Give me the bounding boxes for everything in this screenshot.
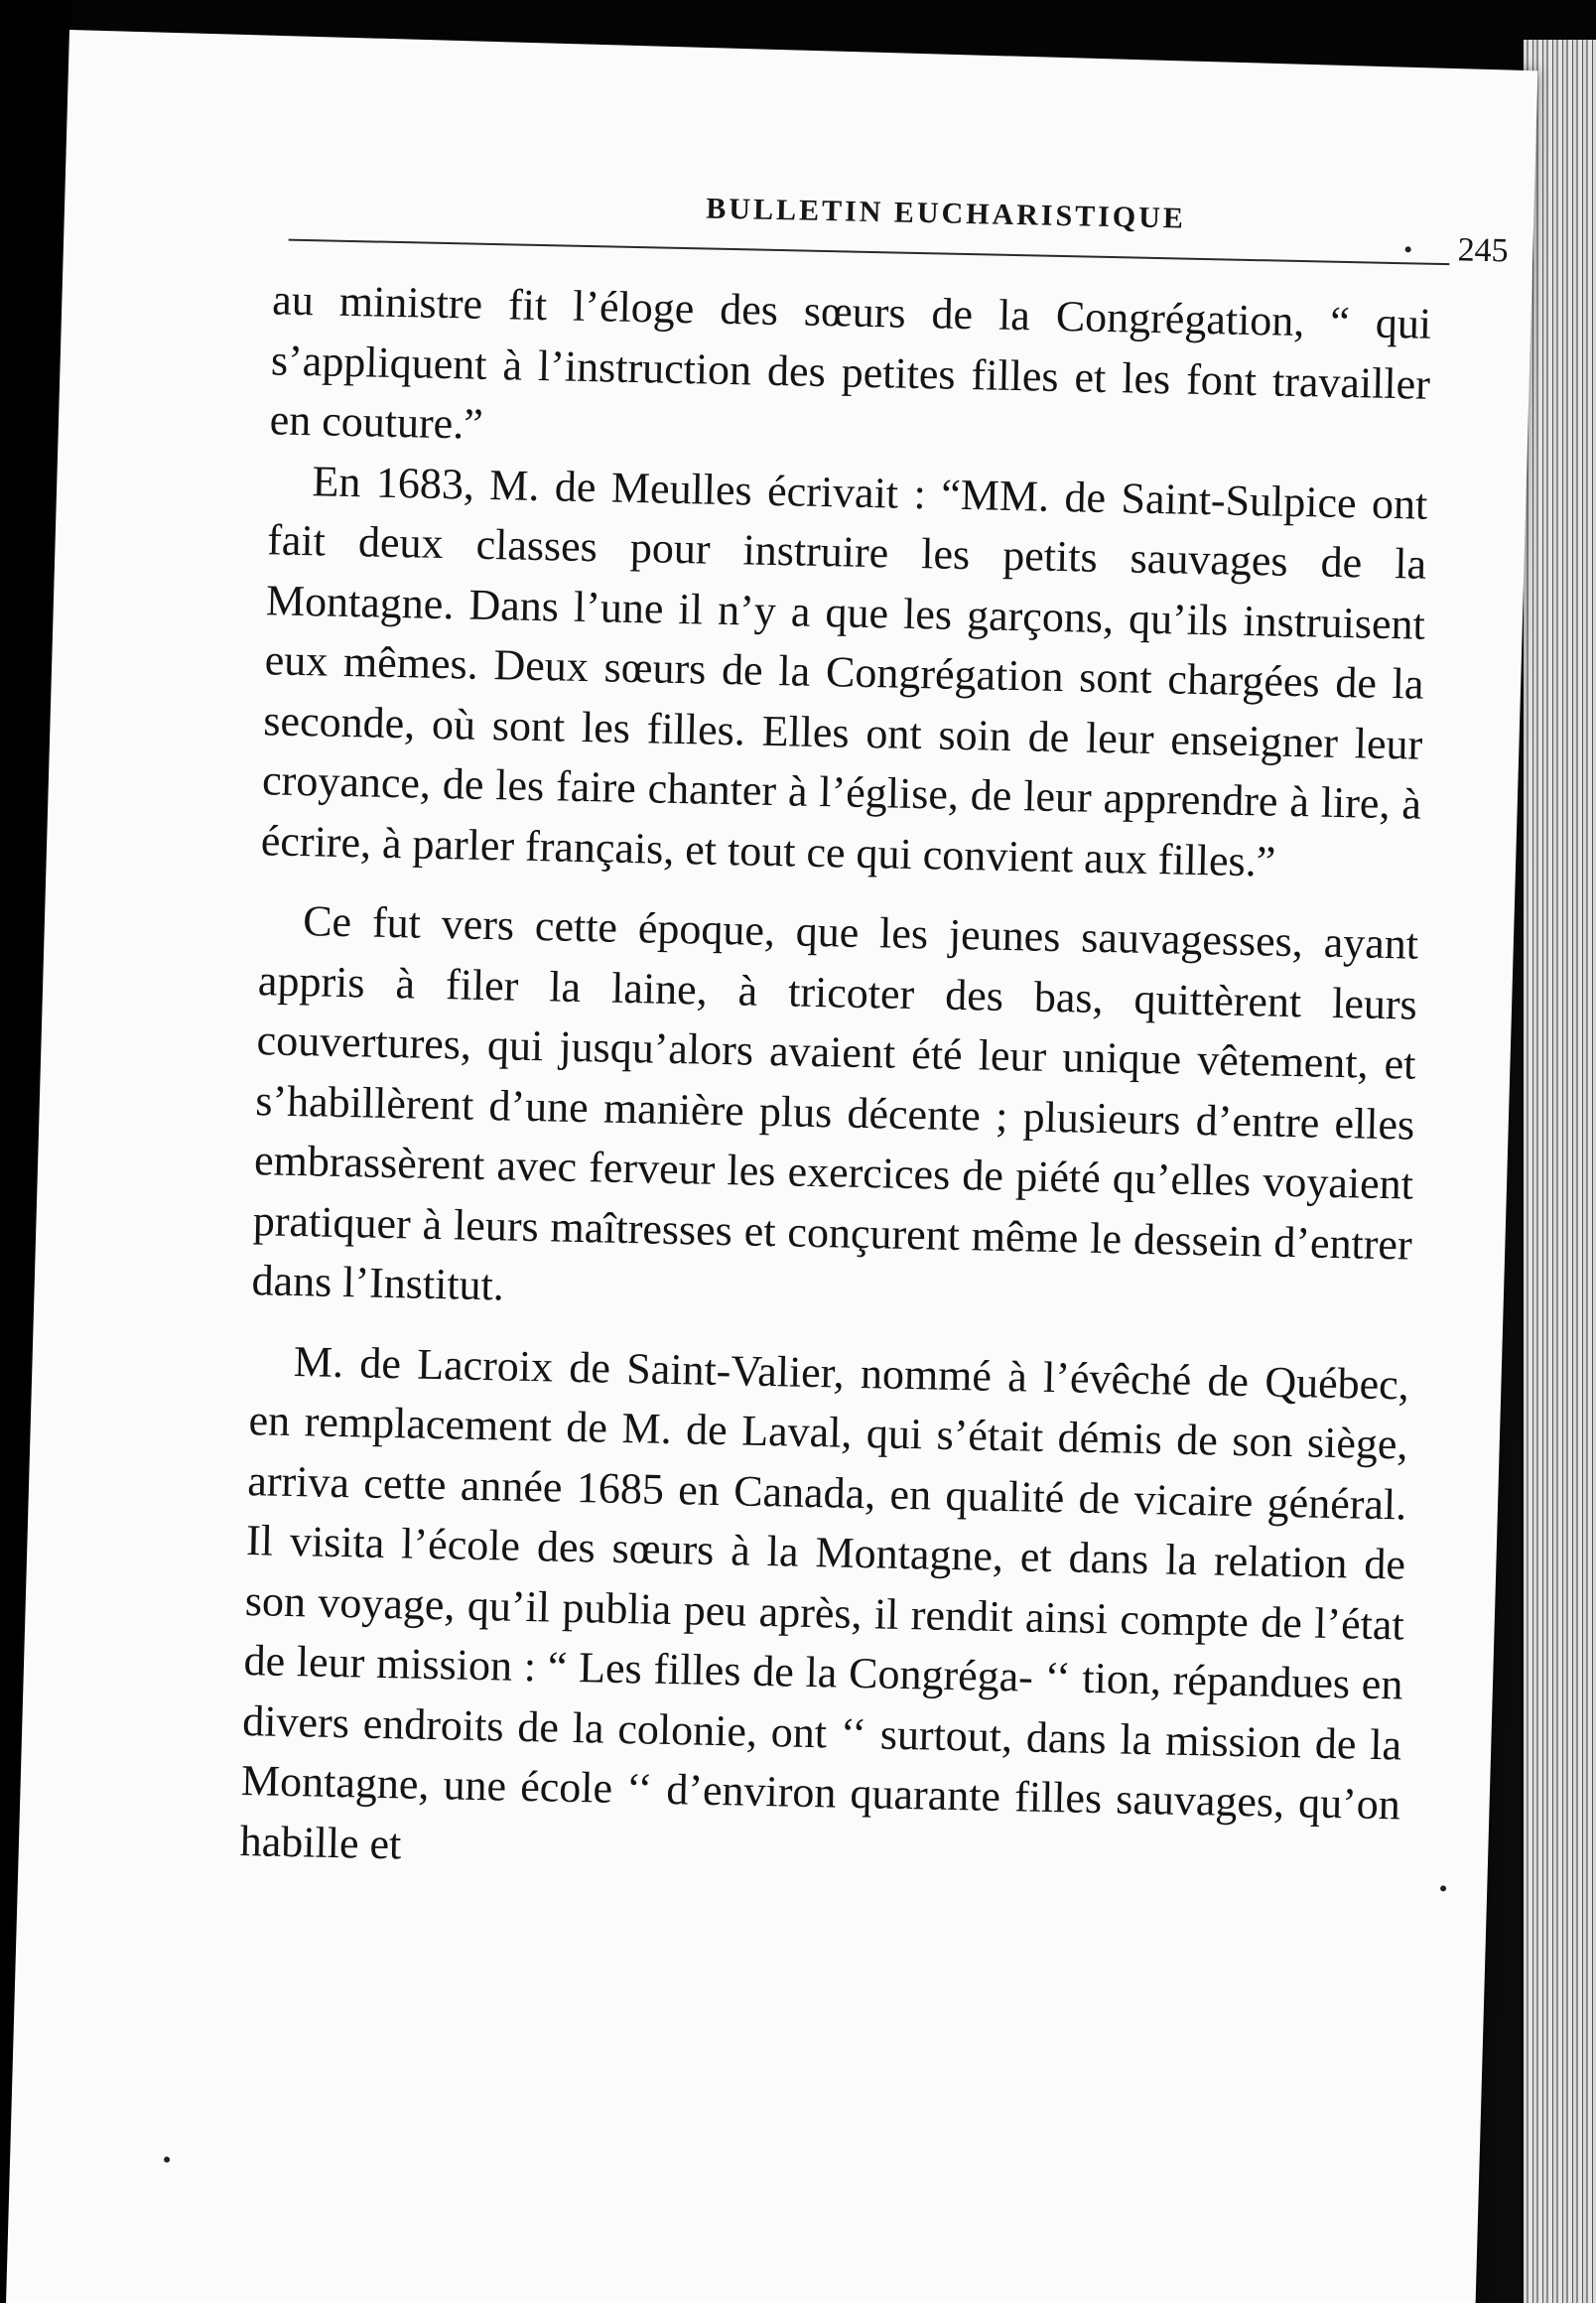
scan-speck — [1405, 246, 1411, 252]
running-title: BULLETIN EUCHARISTIQUE — [706, 192, 1187, 235]
paragraph: Ce fut vers cette époque, que les jeunes sauvagesses, ayant appris à filer la laine, à tricoter des bas, quittèrent leurs couvertures, qui jusqu’alors avaient été leur unique vêtement, et s’habillèrent d’une manière plus décente ; plusieurs d’entre elles embrassèrent avec ferveur les exercices de piété qu’elles voyaient pratiquer à leurs maîtresses et conçurent même le dessein d’entrer dans l’Institut. — [251, 896, 1419, 1310]
page-number: 245 — [1457, 231, 1510, 270]
running-head — [288, 174, 1530, 279]
body-text — [239, 270, 1432, 1895]
header-rule — [289, 239, 1450, 266]
paragraph: En 1683, M. de Meulles écrivait : “MM. de Saint-Sulpice ont fait deux classes pour instruire les petits sauvages de la Montagne. Dans l’une il n’y a que les garçons, qu’ils instruisent eux mêmes. Deux sœurs de la Congrégation sont chargées de la seconde, où sont les filles. Elles ont soin de leur enseigner leur croyance, de les faire chanter à l’église, de leur apprendre à lire, à écrire, à parler français, et tout ce qui convient aux filles.” — [260, 456, 1428, 886]
page-content — [21, 30, 1537, 2303]
book-page — [5, 30, 1537, 2303]
scan-speck — [164, 2156, 170, 2162]
paragraph-continued: au ministre fit l’éloge des sœurs de la Congrégation, “ qui s’appliquent à l’instruction des petites filles et les font travailler en couture.” — [269, 275, 1432, 449]
book-page-edges — [1524, 40, 1596, 2303]
scan-speck — [1440, 1885, 1446, 1891]
paragraph: M. de Lacroix de Saint-Valier, nommé à l’évêché de Québec, en remplacement de M. de Laval, qui s’était démis de son siège, arriva cette année 1685 en Canada, en qualité de vicaire général. Il visita l’école des sœurs à la Montagne, et dans la relation de son voyage, qu’il publia peu après, il rendit ainsi compte de l’état de leur mission : “ Les filles de la Congréga- ‘‘ tion, répandues en divers endroits de la colonie, ont ‘‘ surtout, dans la mission de la Montagne, une école ‘‘ d’environ quarante filles sauvages, qu’on habille et — [239, 1336, 1410, 1868]
